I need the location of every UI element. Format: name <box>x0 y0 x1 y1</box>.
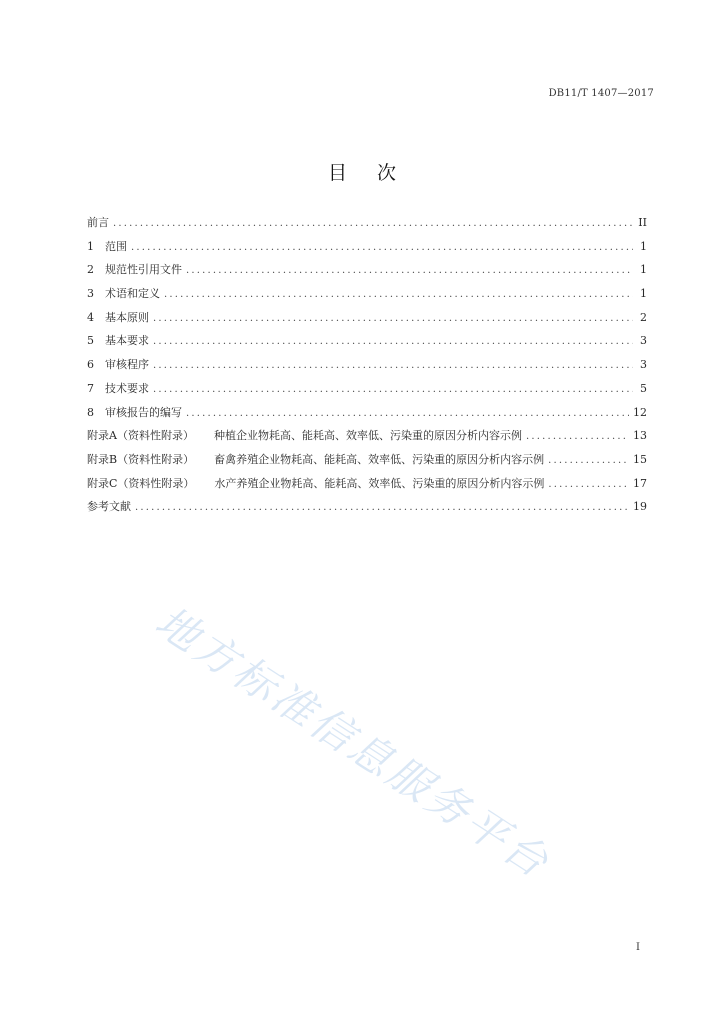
toc-item-normative-references[interactable] <box>87 261 647 285</box>
watermark-text: 地方标准信息服务平台 <box>146 596 560 889</box>
toc-leader-dots <box>526 431 629 442</box>
toc-item-audit-report[interactable] <box>87 404 647 428</box>
toc-page-number: 2 <box>640 310 647 324</box>
toc-item-number: 5 <box>87 334 94 348</box>
toc-item-appendix-b[interactable] <box>87 451 647 475</box>
toc-appendix-tag: 附录B（资料性附录） <box>87 452 195 466</box>
toc-page-number: II <box>638 216 647 229</box>
toc-item-references[interactable] <box>87 498 647 522</box>
page-title: 目次 <box>327 162 426 184</box>
toc-item-number: 6 <box>87 358 94 372</box>
toc-leader-dots <box>153 360 633 371</box>
toc-page-number: 1 <box>640 263 647 277</box>
toc-item-terms-definitions[interactable] <box>87 285 647 309</box>
toc-item-audit-procedure[interactable] <box>87 356 647 380</box>
toc-item-number: 3 <box>87 287 94 301</box>
toc-item-basic-principles[interactable] <box>87 309 647 333</box>
toc-item-label: 畜禽养殖企业物耗高、能耗高、效率低、污染重的原因分析内容示例 <box>214 452 545 466</box>
toc-leader-dots <box>548 479 629 490</box>
toc-item-label: 种植企业物耗高、能耗高、效率低、污染重的原因分析内容示例 <box>213 429 522 443</box>
toc-leader-dots <box>153 313 633 324</box>
toc-leader-dots <box>186 265 633 276</box>
toc-page-number: 15 <box>633 452 647 466</box>
toc-item-label: 基本原则 <box>105 310 149 324</box>
toc-item-number: 8 <box>87 405 94 419</box>
toc-page-number: 13 <box>633 429 647 443</box>
toc-item-label: 参考文献 <box>87 500 131 514</box>
toc-item-label: 审核报告的编写 <box>105 405 182 419</box>
toc-leader-dots <box>135 502 629 513</box>
table-of-contents <box>87 214 647 522</box>
toc-item-label: 基本要求 <box>105 334 149 348</box>
toc-page-number: 1 <box>640 287 647 301</box>
toc-leader-dots <box>153 384 633 395</box>
toc-item-label: 技术要求 <box>105 381 149 395</box>
toc-item-appendix-a[interactable] <box>87 427 647 451</box>
toc-item-scope[interactable] <box>87 238 647 262</box>
toc-item-label: 前言 <box>87 216 109 229</box>
toc-item-label: 规范性引用文件 <box>105 263 182 277</box>
toc-item-appendix-c[interactable] <box>87 475 647 499</box>
document-code: DB11/T 1407—2017 <box>548 88 654 99</box>
toc-item-technical-requirements[interactable] <box>87 380 647 404</box>
toc-item-number: 1 <box>87 239 94 253</box>
toc-appendix-tag: 附录C（资料性附录） <box>87 476 195 490</box>
toc-item-number: 4 <box>87 310 94 324</box>
toc-appendix-tag: 附录A（资料性附录） <box>87 429 194 443</box>
toc-page-number: 5 <box>640 381 647 395</box>
toc-leader-dots <box>548 455 629 466</box>
toc-page-number: 3 <box>640 358 647 372</box>
toc-leader-dots <box>186 408 629 419</box>
footer-page-number: I <box>636 942 640 953</box>
toc-item-number: 7 <box>87 381 94 395</box>
toc-item-label: 术语和定义 <box>105 287 160 301</box>
toc-leader-dots <box>113 218 633 229</box>
toc-leader-dots <box>153 336 633 347</box>
toc-item-number: 2 <box>87 263 94 277</box>
toc-item-label: 审核程序 <box>105 358 149 372</box>
toc-page-number: 1 <box>640 239 647 253</box>
toc-item-label: 水产养殖企业物耗高、能耗高、效率低、污染重的原因分析内容示例 <box>214 476 545 490</box>
toc-item-foreword[interactable] <box>87 214 647 238</box>
toc-page-number: 19 <box>633 500 647 514</box>
toc-leader-dots <box>164 289 633 300</box>
toc-page-number: 3 <box>640 334 647 348</box>
toc-page-number: 12 <box>633 405 647 419</box>
toc-leader-dots <box>131 242 633 253</box>
toc-page-number: 17 <box>633 476 647 490</box>
toc-item-label: 范围 <box>105 239 127 253</box>
toc-item-basic-requirements[interactable] <box>87 332 647 356</box>
